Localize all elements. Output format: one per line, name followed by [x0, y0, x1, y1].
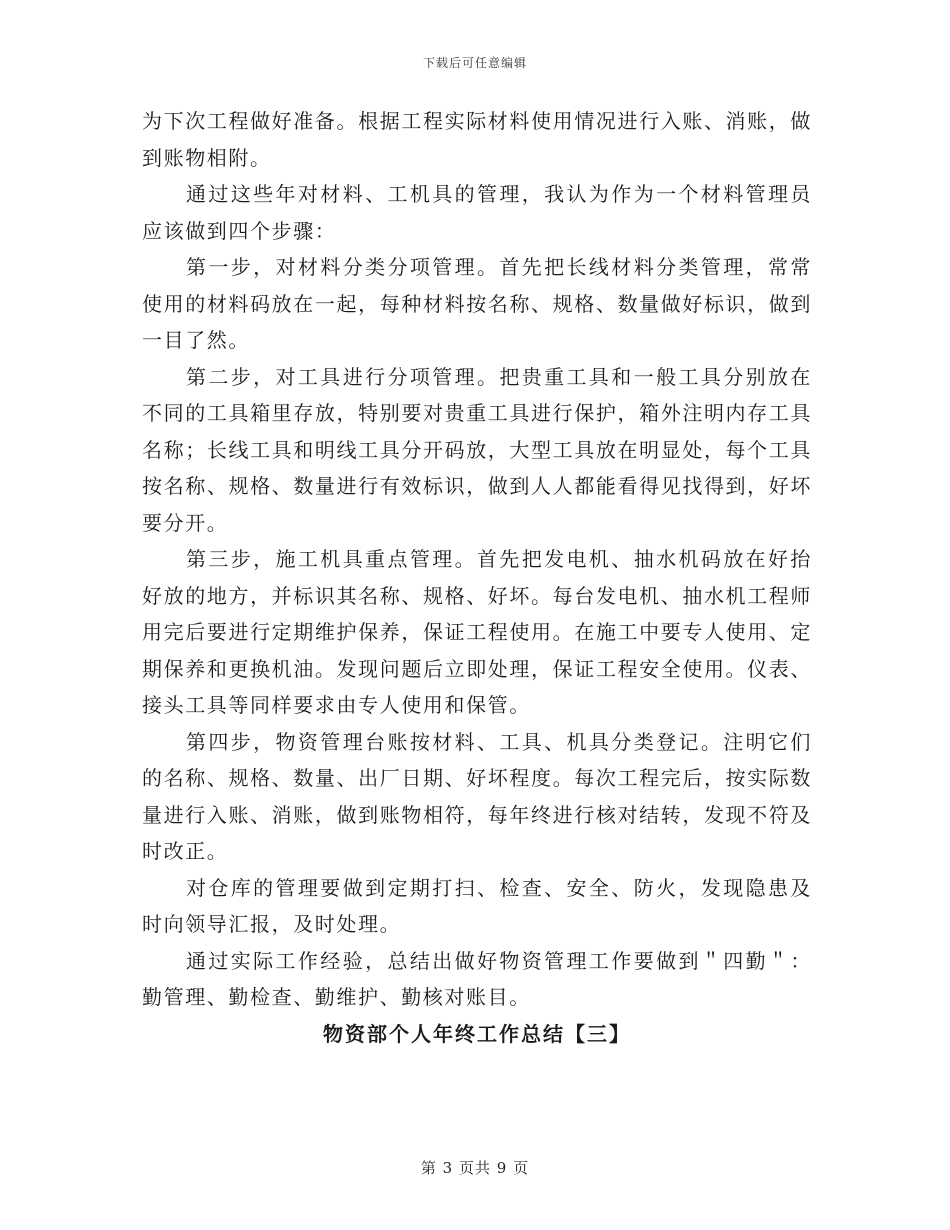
- section-heading: 物资部个人年终工作总结【三】: [323, 1021, 631, 1046]
- page-number: 第 3 页共 9 页: [420, 1159, 530, 1177]
- paragraph-warehouse: 对仓库的管理要做到定期打扫、检查、安全、防火，发现隐患及时向领导汇报，及时处理。: [142, 875, 812, 936]
- document-body: [142, 103, 812, 1052]
- paragraph-summary: 通过实际工作经验，总结出做好物资管理工作要做到＂四勤＂：勤管理、勤检查、勤维护、勤核对账目。: [142, 948, 812, 1009]
- paragraph-step-4: 第四步，物资管理台账按材料、工具、机具分类登记。注明它们的名称、规格、数量、出厂日期、好坏程度。每次工程完后，按实际数量进行入账、消账，做到账物相符，每年终进行核对结转，发现不符及时改正。: [142, 729, 812, 863]
- paragraph-intro: 通过这些年对材料、工机具的管理，我认为作为一个材料管理员应该做到四个步骤：: [142, 182, 812, 243]
- paragraph-step-2: 第二步，对工具进行分项管理。把贵重工具和一般工具分别放在不同的工具箱里存放，特别要对贵重工具进行保护，箱外注明内存工具名称；长线工具和明线工具分开码放，大型工具放在明显处，每个工具按名称、规格、数量进行有效标识，做到人人都能看得见找得到，好坏要分开。: [142, 364, 812, 535]
- paragraph-step-3: 第三步，施工机具重点管理。首先把发电机、抽水机码放在好抬好放的地方，并标识其名称、规格、好坏。每台发电机、抽水机工程师用完后要进行定期维护保养，保证工程使用。在施工中要专人使用、定期保养和更换机油。发现问题后立即处理，保证工程安全使用。仪表、接头工具等同样要求由专人使用和保管。: [142, 547, 812, 717]
- header-note: 下载后可任意编辑: [422, 56, 527, 70]
- paragraph-step-1: 第一步，对材料分类分项管理。首先把长线材料分类管理，常常使用的材料码放在一起，每种材料按名称、规格、数量做好标识，做到一目了然。: [142, 255, 812, 352]
- paragraph-continuation: 为下次工程做好准备。根据工程实际材料使用情况进行入账、消账，做到账物相附。: [142, 109, 812, 170]
